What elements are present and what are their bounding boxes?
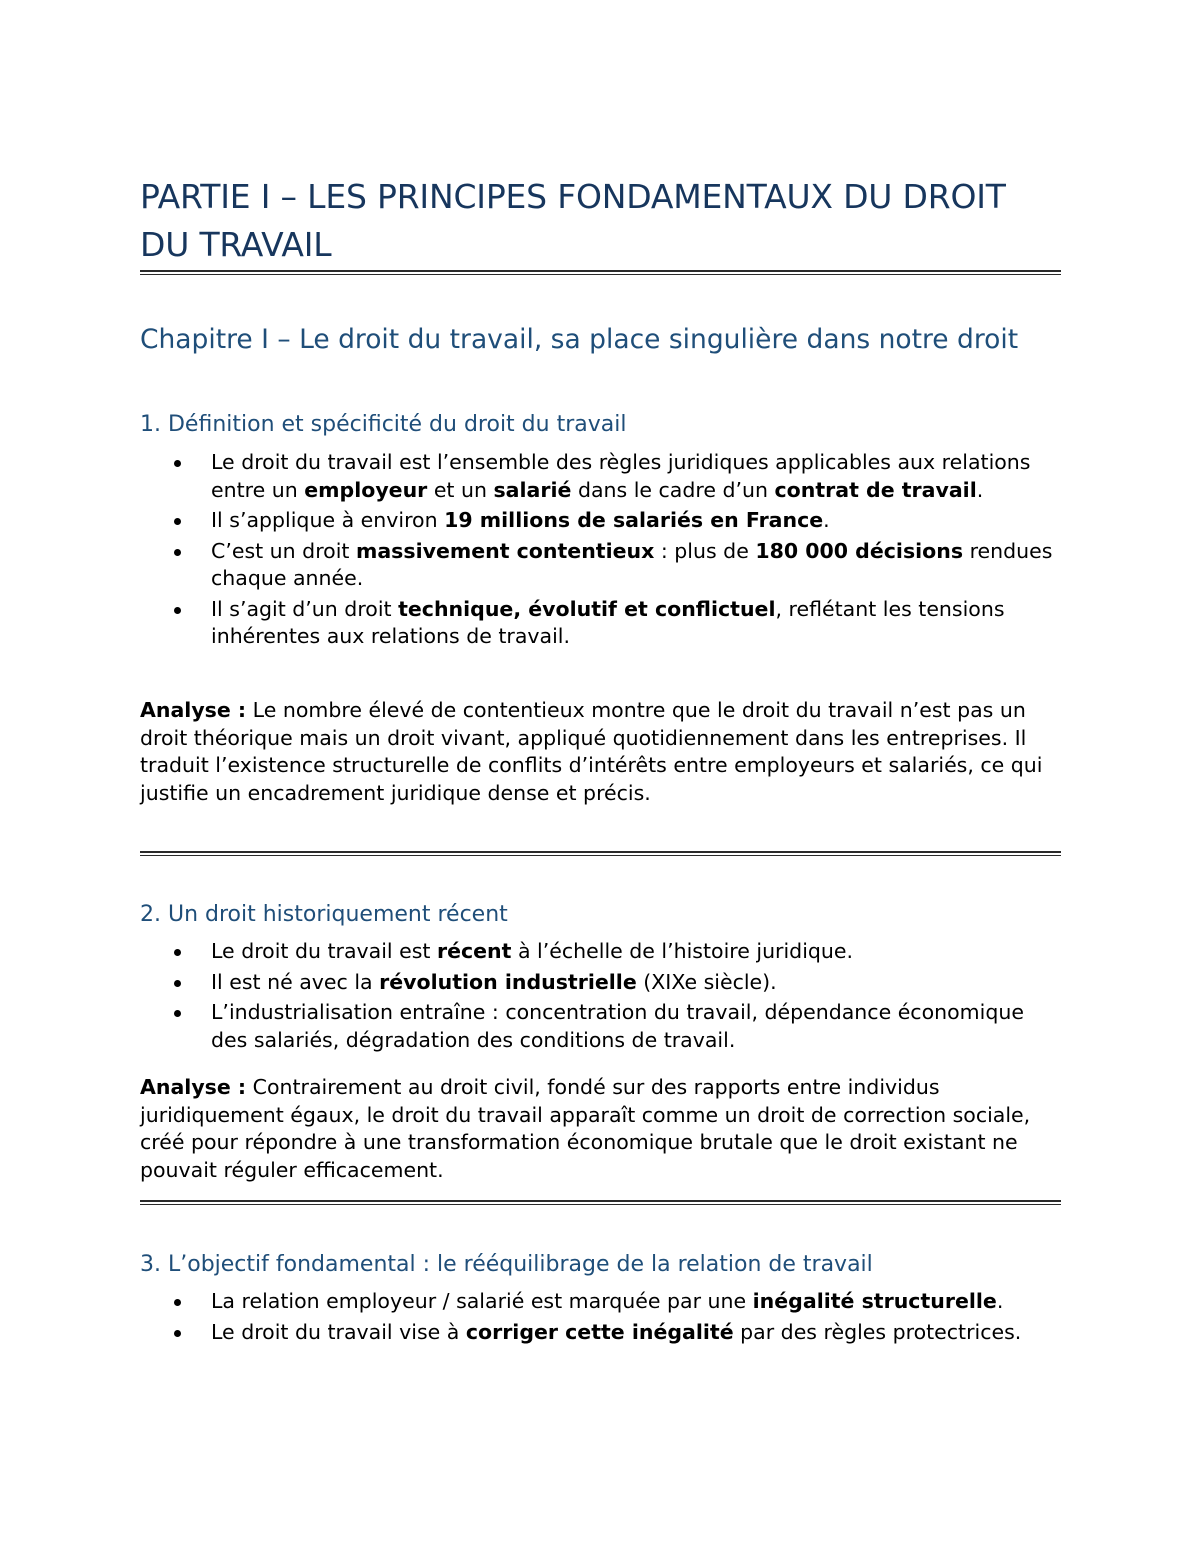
text-run: . — [823, 508, 830, 532]
list-item-text — [211, 970, 777, 994]
bullet-icon — [174, 518, 181, 525]
text-run: dans le cadre d’un — [571, 477, 775, 502]
analysis-paragraph-1 — [140, 697, 1062, 807]
bold-text: 19 millions de salariés en France — [444, 508, 824, 532]
bold-text: révolution industrielle — [379, 969, 637, 994]
bullet-icon — [174, 1299, 181, 1306]
list-item — [140, 969, 1062, 997]
bullet-icon — [174, 549, 181, 556]
bullet-list-1 — [140, 449, 1062, 654]
list-item — [140, 938, 1062, 966]
list-item — [140, 1288, 1062, 1316]
bold-text: inégalité structurelle — [752, 1289, 997, 1313]
bold-text: technique, évolutif et conflictuel — [398, 596, 776, 621]
analysis-paragraph-2 — [140, 1074, 1062, 1184]
text-run: L’industrialisation entraîne : concentration du travail, dépendance économique des salariés, dégradation des conditions de travail. — [211, 1000, 1024, 1052]
bullet-icon — [174, 460, 181, 467]
list-item-text — [211, 539, 1052, 591]
bold-text: salarié — [493, 477, 572, 502]
title-divider — [140, 270, 1061, 275]
text-run: Le droit du travail est l’ensemble des règles juridiques applicables aux relations entre un — [211, 450, 1031, 502]
bullet-list-3 — [140, 1288, 1062, 1349]
bullet-icon — [174, 949, 181, 956]
text-run: . — [996, 1289, 1004, 1313]
bullet-icon — [174, 607, 181, 614]
text-run: Le droit du travail est — [211, 939, 437, 963]
analysis-label: Analyse : — [140, 1075, 247, 1099]
bold-text: employeur — [304, 477, 428, 502]
list-item — [140, 507, 1062, 535]
analysis-text: Le nombre élevé de contentieux montre que le droit du travail n’est pas un droit théorique mais un droit vivant, appliqué quotidiennement dans les entreprises. Il traduit l’existence structurelle de conflits d’intérêts entre employeurs et salariés, ce qui justifie un encadrement juridique dense et précis. — [140, 698, 1043, 805]
text-run: Il s’applique à environ — [211, 508, 445, 532]
text-run: rendues chaque année. — [211, 538, 1053, 590]
analysis-label: Analyse : — [140, 698, 247, 722]
bullet-icon — [174, 1010, 181, 1017]
text-run: , reflétant les tensions inhérentes aux relations de travail. — [211, 596, 1005, 648]
list-item-text — [211, 508, 830, 532]
section-divider-1 — [140, 851, 1061, 856]
list-item-text — [211, 1320, 1021, 1344]
document-title: PARTIE I – LES PRINCIPES FONDAMENTAUX DU DROIT DU TRAVAIL — [140, 177, 1006, 264]
list-item — [140, 596, 1062, 651]
list-item — [140, 449, 1062, 504]
list-item-text — [211, 1289, 1003, 1313]
list-item — [140, 999, 1062, 1054]
bold-text: massivement contentieux — [355, 538, 655, 563]
text-run: Il s’agit d’un droit — [211, 596, 399, 621]
list-item-text — [211, 450, 1030, 502]
section-heading-1: 1. Définition et spécificité du droit du travail — [140, 412, 627, 437]
text-run: Le droit du travail vise à — [211, 1319, 466, 1344]
text-run: par des règles protectrices. — [733, 1319, 1022, 1344]
text-run: C’est un droit — [211, 538, 356, 563]
text-run: à l’échelle de l’histoire juridique. — [511, 939, 854, 963]
section-heading-2: 2. Un droit historiquement récent — [140, 902, 508, 927]
text-run: La relation employeur / salarié est marquée par une — [211, 1289, 753, 1313]
analysis-text: Contrairement au droit civil, fondé sur des rapports entre individus juridiquement égaux, le droit du travail apparaît comme un droit de correction sociale, créé pour répondre à une transformation économique brutale que le droit existant ne pouvait réguler efficacement. — [140, 1075, 1031, 1182]
section-heading-3: 3. L’objectif fondamental : le rééquilibrage de la relation de travail — [140, 1252, 873, 1277]
bullet-icon — [174, 980, 181, 987]
list-item-text — [211, 597, 1005, 649]
bold-text: corriger cette inégalité — [465, 1319, 734, 1344]
bold-text: récent — [436, 939, 512, 963]
bold-text: 180 000 décisions — [755, 538, 964, 563]
text-run: (XIXe siècle). — [636, 969, 777, 994]
text-run: Il est né avec la — [211, 969, 380, 994]
text-run: : plus de — [654, 538, 756, 563]
bullet-icon — [174, 1330, 181, 1337]
bullet-list-2 — [140, 938, 1062, 1057]
text-run: et un — [427, 477, 494, 502]
list-item-text — [211, 939, 853, 963]
bold-text: contrat de travail — [774, 477, 977, 502]
list-item — [140, 1319, 1062, 1347]
list-item-text — [211, 1000, 1024, 1052]
text-run: . — [976, 477, 984, 502]
chapter-heading: Chapitre I – Le droit du travail, sa place singulière dans notre droit — [140, 324, 1019, 355]
section-divider-2 — [140, 1200, 1061, 1205]
list-item — [140, 538, 1062, 593]
